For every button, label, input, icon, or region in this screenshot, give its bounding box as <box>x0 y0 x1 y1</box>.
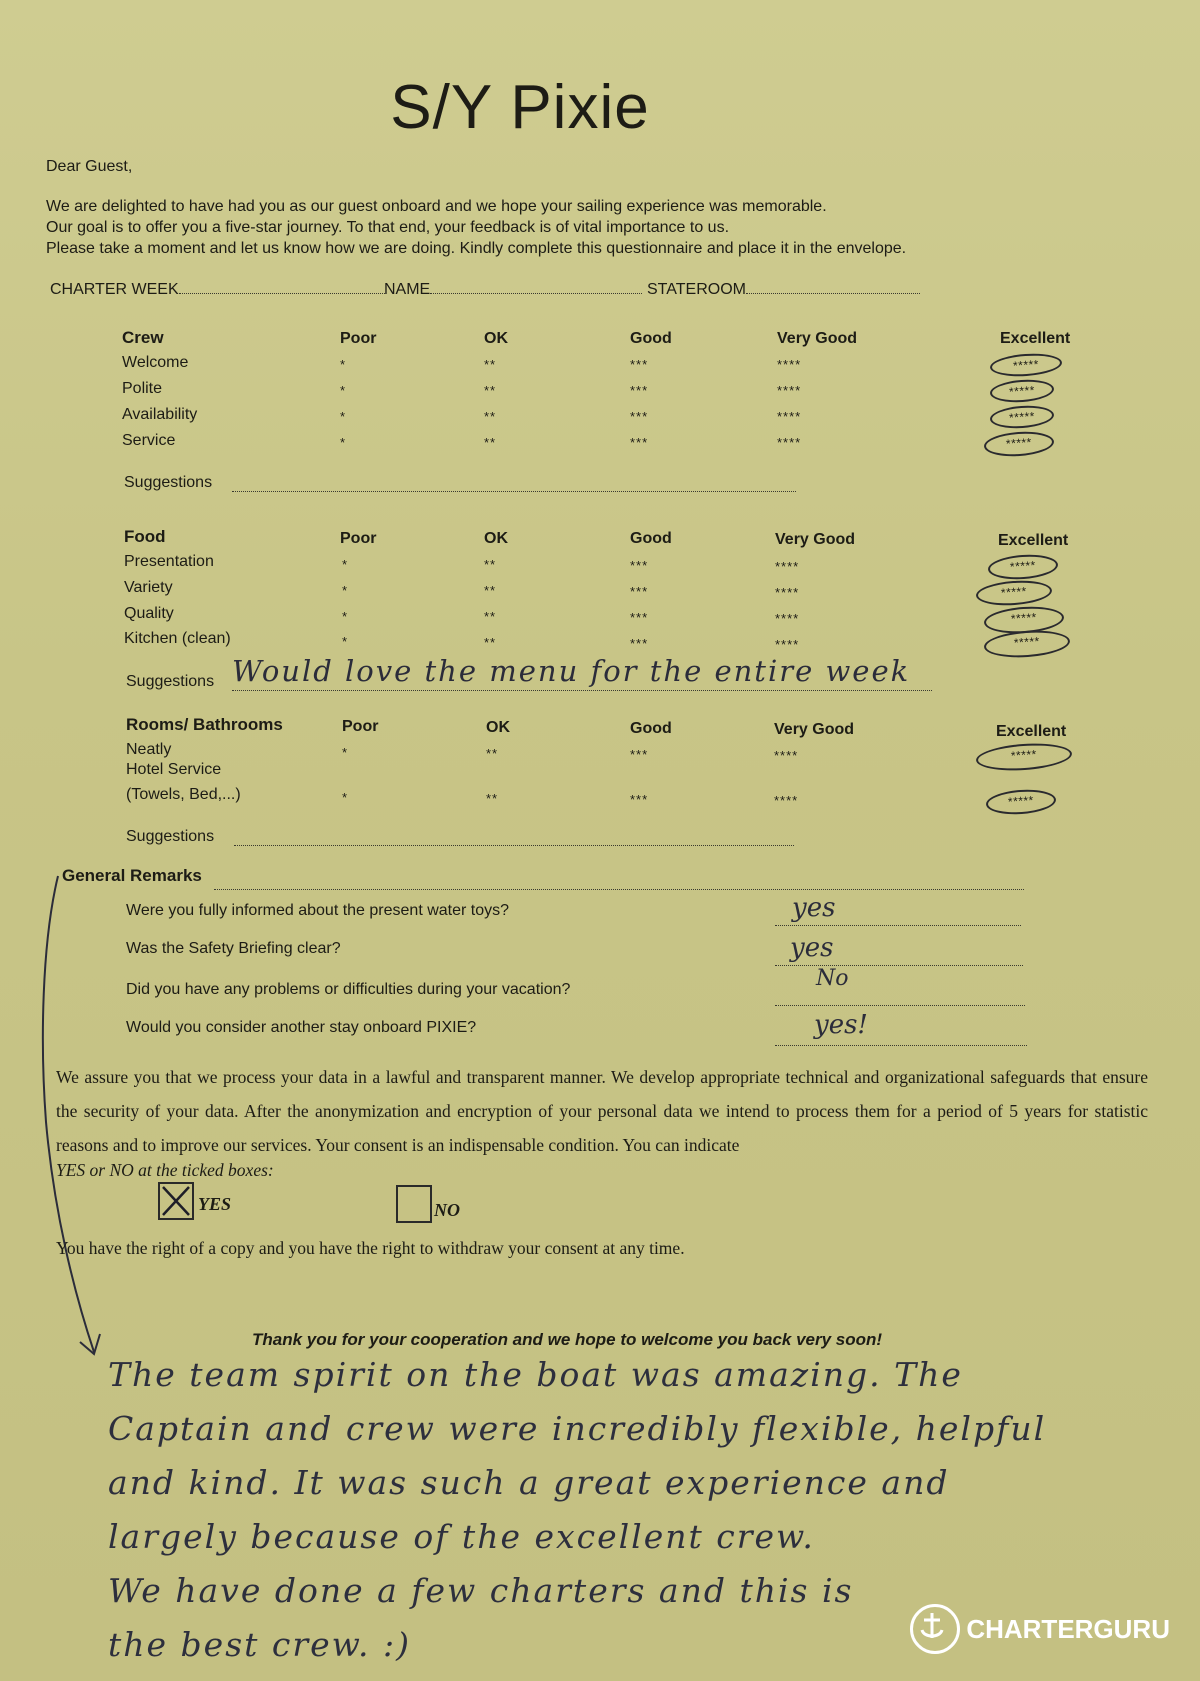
star-very-good[interactable]: **** <box>777 383 802 398</box>
answer-another-stay[interactable]: yes! <box>814 1010 868 1040</box>
row-label-variety: Variety <box>124 579 173 596</box>
star-very-good[interactable]: **** <box>777 409 802 424</box>
thank-you-text: Thank you for your cooperation and we hope to welcome you back very soon! <box>252 1330 883 1349</box>
food-suggestions-line <box>232 690 932 691</box>
crew-suggestions-line[interactable] <box>232 491 796 492</box>
star-very-good[interactable]: **** <box>774 748 799 763</box>
star-poor[interactable]: * <box>340 383 347 398</box>
section-title-crew: Crew <box>122 328 164 347</box>
comment-line: largely because of the excellent crew. <box>108 1517 815 1556</box>
question-another-stay: Would you consider another stay onboard PIXIE? <box>126 1019 477 1036</box>
star-excellent-selected[interactable]: ***** <box>985 788 1057 817</box>
stateroom-label: STATEROOM <box>647 281 746 298</box>
charter-week-label: CHARTER WEEK <box>50 281 179 298</box>
star-good[interactable]: *** <box>630 357 649 372</box>
star-excellent-selected[interactable]: ***** <box>989 352 1062 379</box>
col-poor: Poor <box>340 530 377 547</box>
row-label-availability: Availability <box>122 406 198 423</box>
star-good[interactable]: *** <box>630 383 649 398</box>
star-poor[interactable]: * <box>342 609 349 624</box>
question-water-toys: Were you fully informed about the present water toys? <box>126 902 510 919</box>
watermark-text: CHARTERGURU <box>966 1613 1170 1644</box>
col-very-good: Very Good <box>774 721 855 738</box>
crew-suggestions-label: Suggestions <box>124 474 213 491</box>
question-safety-briefing: Was the Safety Briefing clear? <box>126 940 341 957</box>
star-excellent-selected[interactable]: ***** <box>975 741 1073 774</box>
col-very-good: Very Good <box>777 330 858 347</box>
col-excellent: Excellent <box>1000 330 1071 347</box>
data-privacy-tail: YES or NO at the ticked boxes: <box>56 1160 274 1180</box>
general-remarks-line <box>214 889 1024 890</box>
star-poor[interactable]: * <box>340 409 347 424</box>
star-poor[interactable]: * <box>342 745 349 760</box>
star-very-good[interactable]: **** <box>775 559 800 574</box>
general-remarks-label: General Remarks <box>62 866 202 885</box>
answer-line-2 <box>775 965 1023 966</box>
consent-yes-checkbox[interactable] <box>158 1182 194 1220</box>
row-label-quality: Quality <box>124 605 174 622</box>
row-label-presentation: Presentation <box>124 553 214 570</box>
col-ok: OK <box>484 530 508 547</box>
charter-week-field[interactable] <box>50 281 385 299</box>
comment-line: Captain and crew were incredibly flexible, helpful <box>108 1409 1047 1448</box>
row-label-service: Service <box>122 432 176 449</box>
answer-line-4 <box>775 1045 1027 1046</box>
star-ok[interactable]: ** <box>484 435 497 450</box>
col-ok: OK <box>484 330 508 347</box>
star-excellent-selected[interactable]: ***** <box>987 553 1059 582</box>
star-good[interactable]: *** <box>630 584 649 599</box>
comment-line: The team spirit on the boat was amazing. The <box>108 1355 963 1394</box>
star-good[interactable]: *** <box>630 636 649 651</box>
star-very-good[interactable]: **** <box>775 585 800 600</box>
row-label-welcome: Welcome <box>122 354 189 371</box>
row-label-polite: Polite <box>122 380 163 397</box>
star-excellent-selected[interactable]: ***** <box>989 404 1054 430</box>
col-good: Good <box>630 330 672 347</box>
star-very-good[interactable]: **** <box>774 793 799 808</box>
star-poor[interactable]: * <box>342 583 349 598</box>
star-good[interactable]: *** <box>630 792 649 807</box>
star-excellent-selected[interactable]: ***** <box>989 378 1054 404</box>
col-very-good: Very Good <box>775 531 856 548</box>
charterguru-watermark <box>910 1604 1170 1654</box>
star-very-good[interactable]: **** <box>775 637 800 652</box>
comment-line: and kind. It was such a great experience and <box>108 1463 950 1502</box>
intro-line-1: We are delighted to have had you as our guest onboard and we hope your sailing experience was memorable. <box>46 198 827 215</box>
check-x-icon <box>160 1184 192 1218</box>
consent-no-checkbox[interactable] <box>396 1185 432 1223</box>
star-very-good[interactable]: **** <box>777 357 802 372</box>
name-line <box>430 293 642 294</box>
star-poor[interactable]: * <box>340 435 347 450</box>
answer-line-3 <box>775 1005 1025 1006</box>
star-good[interactable]: *** <box>630 558 649 573</box>
answer-problems[interactable]: No <box>816 966 849 991</box>
star-ok[interactable]: ** <box>486 746 499 761</box>
rooms-suggestions-label: Suggestions <box>126 828 215 845</box>
star-ok[interactable]: ** <box>484 357 497 372</box>
page-title: S/Y Pixie <box>390 73 650 142</box>
col-good: Good <box>630 530 672 547</box>
question-problems: Did you have any problems or difficulties during your vacation? <box>126 981 571 998</box>
comment-line: the best crew. :) <box>108 1625 411 1664</box>
section-title-rooms: Rooms/ Bathrooms <box>126 715 283 734</box>
answer-water-toys[interactable]: yes <box>792 893 836 923</box>
withdraw-consent-text: You have the right of a copy and you have the right to withdraw your consent at any time. <box>56 1238 685 1258</box>
star-ok[interactable]: ** <box>484 409 497 424</box>
col-poor: Poor <box>340 330 377 347</box>
star-good[interactable]: *** <box>630 610 649 625</box>
star-excellent-selected[interactable]: ***** <box>975 578 1052 607</box>
answer-safety-briefing[interactable]: yes <box>790 933 834 963</box>
answer-line-1 <box>775 925 1021 926</box>
col-excellent: Excellent <box>996 723 1067 740</box>
star-good[interactable]: *** <box>630 435 649 450</box>
star-ok[interactable]: ** <box>486 791 499 806</box>
star-excellent-selected[interactable]: ***** <box>983 604 1065 636</box>
star-poor[interactable]: * <box>340 357 347 372</box>
star-good[interactable]: *** <box>630 409 649 424</box>
data-privacy-text: We assure you that we process your data in a lawful and transparent manner. We develop appropriate technical and organizational safeguards that ensure the security of your data. After the anonymization and encryption of your personal data we intend to process them for a period of 5 years for statistic reasons and to improve our services. Your consent is an indispensable condition. You can indicate <box>56 1067 1148 1155</box>
charter-week-line <box>179 293 385 294</box>
star-poor[interactable]: * <box>342 557 349 572</box>
intro-line-3: Please take a moment and let us know how we are doing. Kindly complete this questionnaire and place it in the envelope. <box>46 240 907 257</box>
star-good[interactable]: *** <box>630 747 649 762</box>
star-poor[interactable]: * <box>342 634 349 649</box>
star-very-good[interactable]: **** <box>777 435 802 450</box>
comment-line: We have done a few charters and this is <box>108 1571 854 1610</box>
col-ok: OK <box>486 719 510 736</box>
consent-yes-label: YES <box>198 1194 232 1214</box>
star-ok[interactable]: ** <box>484 557 497 572</box>
row-label-hotel-service: Hotel Service <box>126 761 222 778</box>
consent-no-label: NO <box>434 1200 460 1220</box>
star-excellent-selected[interactable]: ***** <box>983 430 1055 459</box>
stateroom-field[interactable] <box>647 281 920 299</box>
greeting: Dear Guest, <box>46 158 133 175</box>
star-ok[interactable]: ** <box>484 583 497 598</box>
row-label-kitchen: Kitchen (clean) <box>124 630 231 647</box>
rooms-suggestions-line[interactable] <box>234 845 794 846</box>
star-poor[interactable]: * <box>342 790 349 805</box>
col-excellent: Excellent <box>998 532 1069 549</box>
row-label-neatly: Neatly <box>126 741 172 758</box>
star-ok[interactable]: ** <box>484 609 497 624</box>
star-ok[interactable]: ** <box>484 383 497 398</box>
star-very-good[interactable]: **** <box>775 611 800 626</box>
star-excellent-selected[interactable]: ***** <box>983 628 1071 660</box>
col-good: Good <box>630 720 672 737</box>
intro-line-2: Our goal is to offer you a five-star journey. To that end, your feedback is of vital importance to us. <box>46 219 730 236</box>
star-ok[interactable]: ** <box>484 635 497 650</box>
name-field[interactable] <box>384 281 642 299</box>
row-label-towels-bed: (Towels, Bed,...) <box>126 786 241 803</box>
food-suggestions-label: Suggestions <box>126 673 215 690</box>
section-title-food: Food <box>124 527 166 546</box>
name-label: NAME <box>384 281 431 298</box>
anchor-icon <box>910 1604 960 1654</box>
food-suggestions-handwritten[interactable]: Would love the menu for the entire week <box>232 654 911 688</box>
col-poor: Poor <box>342 718 379 735</box>
stateroom-line <box>746 293 920 294</box>
